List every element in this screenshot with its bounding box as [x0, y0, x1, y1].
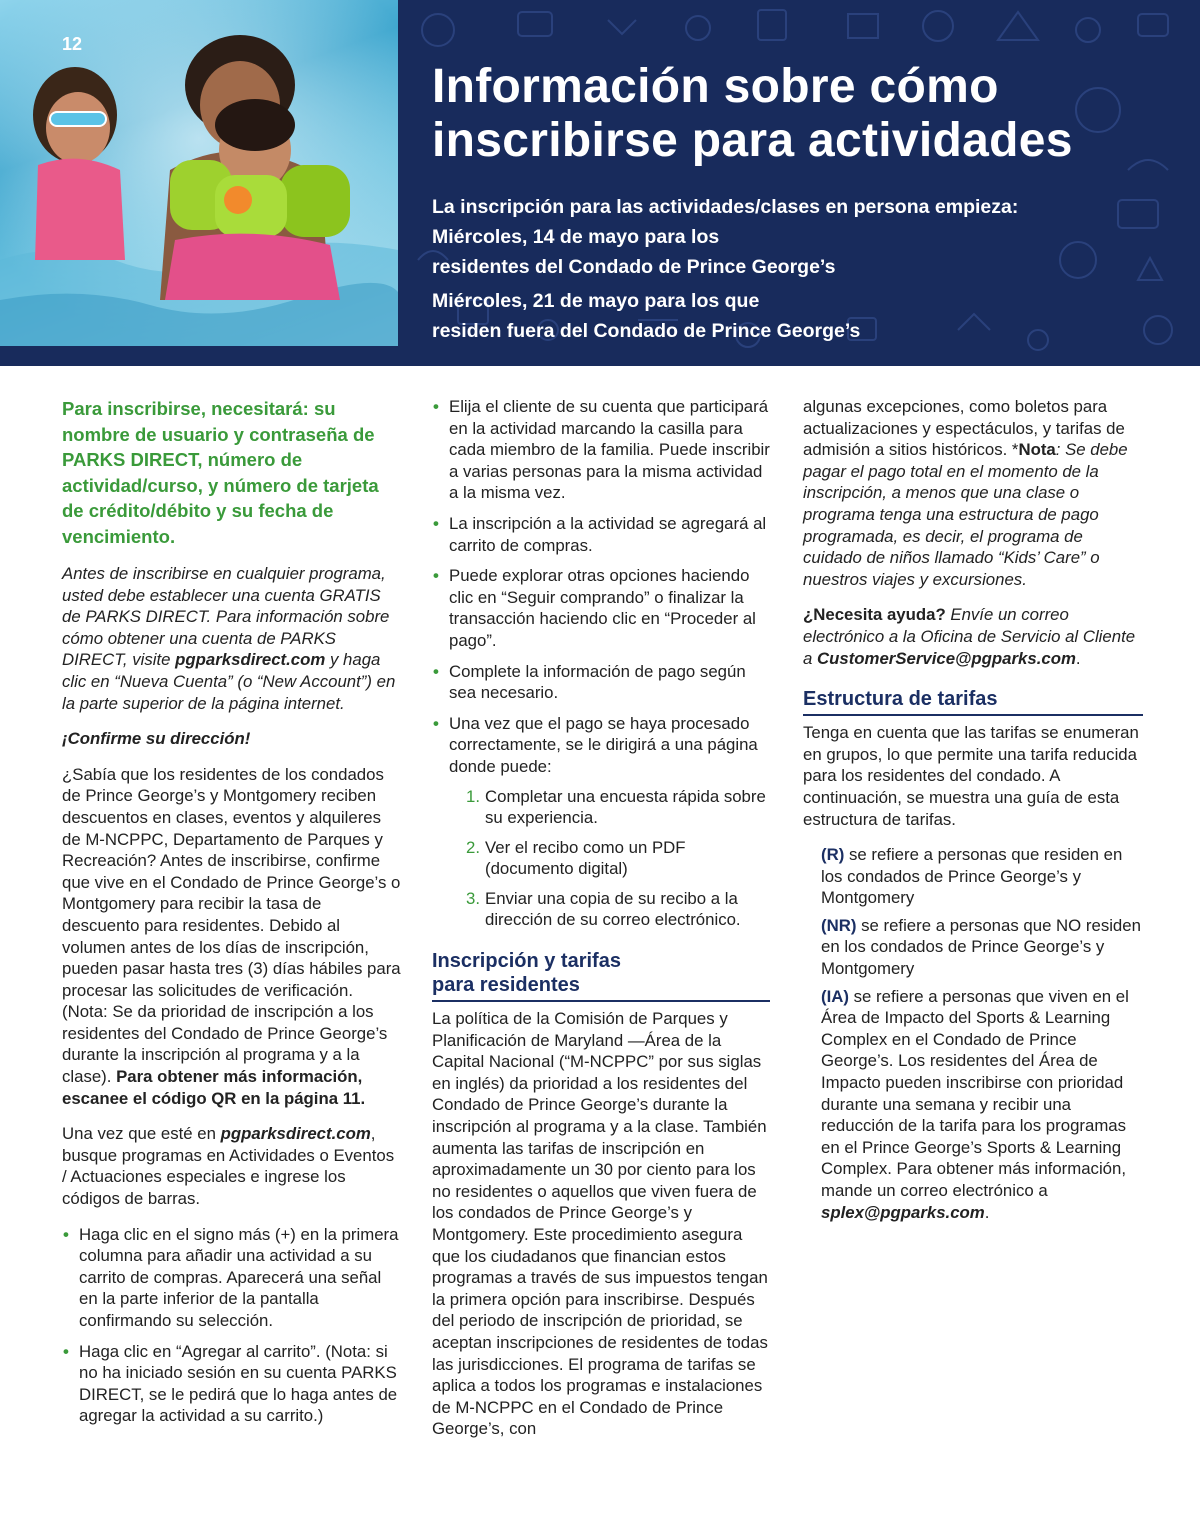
search-instructions: [62, 1123, 402, 1209]
code-text: se refiere a personas que NO residen en los condados de Prince George’s y Montgomery: [821, 915, 1141, 979]
confirm-address-heading: ¡Confirme su dirección!: [62, 729, 251, 749]
fee-code-nr: [821, 915, 1143, 980]
nonresident-date-line-2: residen fuera del Condado de Prince George’s: [432, 320, 861, 342]
fee-structure-heading: Estructura de tarifas: [803, 687, 1143, 716]
page-number: 12: [62, 34, 83, 54]
fee-code-ia: [821, 986, 1143, 1224]
header-banner: [0, 0, 1200, 366]
list-item: • Complete la información de pago según sea necesario.: [432, 661, 770, 704]
code-text: se refiere a personas que residen en los condados de Prince George’s y Montgomery: [821, 845, 1123, 908]
list-item: • Elija el cliente de su cuenta que participará en la actividad marcando la casilla para cada miembro de la familia. Puede inscribir a varias personas para la misma actividad a la misma vez.: [432, 396, 770, 504]
policy-text: La política de la Comisión de Parques y Planificación de Maryland —Área de la Capital Nacional (“M-NCPPC” por sus siglas en inglés) da prioridad a los residentes del Condado de Prince George’s durante la inscripción al programa y a la clase. También aumenta las tarifas de inscripción en aproximadamente un 30 por ciento para los no residentes o aquellos que viven fuera de los condados de Prince George’s y Montgomery. Este procedimiento asegura que los ciudadanos que financian estos programas a través de sus impuestos tengan la primera opción para inscribirse. Después del periodo de inscripción de prioridad, se aceptan inscripciones de residentes de todas las jurisdicciones. El programa de tarifas se aplica a todos los programas e instalaciones de M-NCPPC en el Condado de Prince George’s, con: [432, 1009, 768, 1439]
resident-fees-heading: [432, 949, 770, 1002]
registration-intro: La inscripción para las actividades/clases en persona empieza:: [432, 196, 1019, 218]
account-intro-text: Antes de inscribirse en cualquier programa, usted debe establecer una cuenta GRATIS de PARKS DIRECT. Para información sobre cómo obtener una cuenta de PARKS DIRECT, visite: [62, 564, 390, 670]
list-item: • Haga clic en el signo más (+) en la primera columna para añadir una actividad a su carrito de compras. Aparecerá una señal en la parte inferior de la pantalla confirmando su selección.: [62, 1224, 402, 1332]
nonresident-date-line-1: Miércoles, 21 de mayo para los que: [432, 290, 760, 312]
pgparksdirect-link[interactable]: pgparksdirect.com: [175, 650, 326, 670]
help-end: .: [1075, 648, 1081, 668]
help-question: ¿Necesita ayuda?: [803, 605, 946, 625]
heading-line-1: Inscripción y tarifas: [432, 950, 621, 973]
pool-illustration: [0, 0, 398, 346]
search-instructions-text: Una vez que esté en: [62, 1124, 216, 1144]
requirements-lead: Para inscribirse, necesitará: su nombre de usuario y contraseña de PARKS DIRECT, número de actividad/curso, y número de tarjeta de crédito/débito y su fecha de vencimiento.: [62, 398, 379, 547]
code-label: (NR): [821, 915, 857, 935]
list-item: • Haga clic en “Agregar al carrito”. (Nota: si no ha iniciado sesión en su cuenta PARKS DIRECT, se le pedirá que lo haga antes de agregar la actividad a su carrito.): [62, 1341, 402, 1427]
cart-steps-list: [62, 1224, 402, 1427]
pgparksdirect-link-2[interactable]: pgparksdirect.com: [220, 1124, 371, 1144]
numbered-item: [449, 837, 770, 880]
qr-code-note: Para obtener más información, escanee el código QR en la página 11.: [62, 1067, 366, 1108]
exceptions-text: [803, 396, 1143, 590]
search-instructions-text-2: , busque programas en Actividades o Eventos / Actuaciones especiales e ingrese los códigos de barras.: [62, 1124, 395, 1209]
step-number: 1.: [466, 786, 480, 806]
account-intro-text-2: y haga clic en “Nueva Cuenta” (o “New Account”) en la parte superior de la página internet.: [62, 650, 396, 713]
list-item: • Puede explorar otras opciones haciendo clic en “Seguir comprando” o finalizar la transacción haciendo clic en “Proceder al pago”.: [432, 565, 770, 651]
resident-date-line-2: residentes del Condado de Prince George’s: [432, 256, 836, 278]
numbered-item: [449, 786, 770, 829]
column-1: [62, 396, 402, 1439]
list-item: • La inscripción a la actividad se agregará al carrito de compras.: [432, 513, 770, 556]
code-end: .: [984, 1202, 990, 1222]
exceptions-body: algunas excepciones, como boletos para actualizaciones y espectáculos, y tarifas de admisión a sitios históricos. *: [803, 397, 1125, 460]
step-number: 2.: [466, 837, 480, 857]
title-line-1: Información sobre cómo: [432, 60, 999, 113]
code-label: (IA): [821, 986, 849, 1006]
splex-email-link[interactable]: splex@pgparks.com: [821, 1202, 985, 1222]
fee-code-r: [821, 844, 1143, 909]
fee-structure-intro: Tenga en cuenta que las tarifas se enumeran en grupos, lo que permite una tarifa reducida para los residentes del condado. A continuación, se muestra una guía de esta estructura de tarifas.: [803, 723, 1139, 829]
checkout-steps-list: [432, 396, 770, 931]
confirm-address-body: ¿Sabía que los residentes de los condados de Prince George’s y Montgomery reciben descuentos en clases, eventos y alquileres de M-NCPPC, Departamento de Parques y Recreación? Antes de inscribirse, confirme que vive en el Condado de Prince George’s o Montgomery para recibir la tasa de descuento para residentes. Debido al volumen antes de los días de inscripción, pueden pasar hasta tres (3) días hábiles para procesar las solicitudes de verificación. (Nota: Se da prioridad de inscripción a los residentes del Condado de Prince George’s durante la inscripción al programa y a la clase).: [62, 764, 401, 1087]
code-text: se refiere a personas que viven en el Área de Impacto del Sports & Learning Complex en el Condado de Prince George’s. Los residentes del Área de Impacto pueden inscribirse con prioridad durante una semana y recibir una reducción de la tarifa para los programas en el Prince George’s Sports & Learning Complex. Para obtener más información, mande un correo electrónico a: [821, 986, 1129, 1200]
title-line-2: inscribirse para actividades: [432, 114, 1073, 167]
family-pool-photo: [0, 0, 398, 346]
confirm-address-text: [62, 764, 402, 1110]
help-text: [803, 604, 1143, 669]
code-label: (R): [821, 845, 845, 865]
help-body: Envíe un correo electrónico a la Oficina de Servicio al Cliente a: [803, 605, 1136, 668]
column-3: [803, 396, 1143, 1237]
post-payment-options: [449, 786, 770, 932]
header-text: [432, 60, 1172, 346]
step-text: Enviar una copia de su recibo a la dirección de su correo electrónico.: [485, 888, 741, 930]
column-2: [432, 396, 770, 1454]
account-intro: [62, 563, 402, 714]
registration-dates: [432, 192, 1172, 346]
note-label: Nota: [1018, 440, 1056, 460]
fee-codes: [803, 844, 1143, 1223]
resident-date-line-1: Miércoles, 14 de mayo para los: [432, 226, 720, 248]
note-text: : Se debe pagar el pago total en el momento de la inscripción, a menos que una clase o programa tenga una estructura de pago programada, es decir, el programa de cuidado de niños llamado “Kids’ Care” o nuestros viajes y excursiones.: [803, 440, 1128, 589]
step-text: Completar una encuesta rápida sobre su experiencia.: [485, 786, 766, 828]
list-item: [432, 713, 770, 931]
customer-service-email-link[interactable]: CustomerService@pgparks.com: [817, 648, 1076, 668]
list-item-text: Una vez que el pago se haya procesado correctamente, se le dirigirá a una página donde puede:: [449, 713, 758, 776]
heading-line-2: para residentes: [432, 974, 580, 997]
numbered-item: [449, 888, 770, 931]
step-number: 3.: [466, 888, 480, 908]
step-text: Ver el recibo como un PDF (documento digital): [485, 837, 686, 879]
page-title: [432, 60, 1172, 168]
